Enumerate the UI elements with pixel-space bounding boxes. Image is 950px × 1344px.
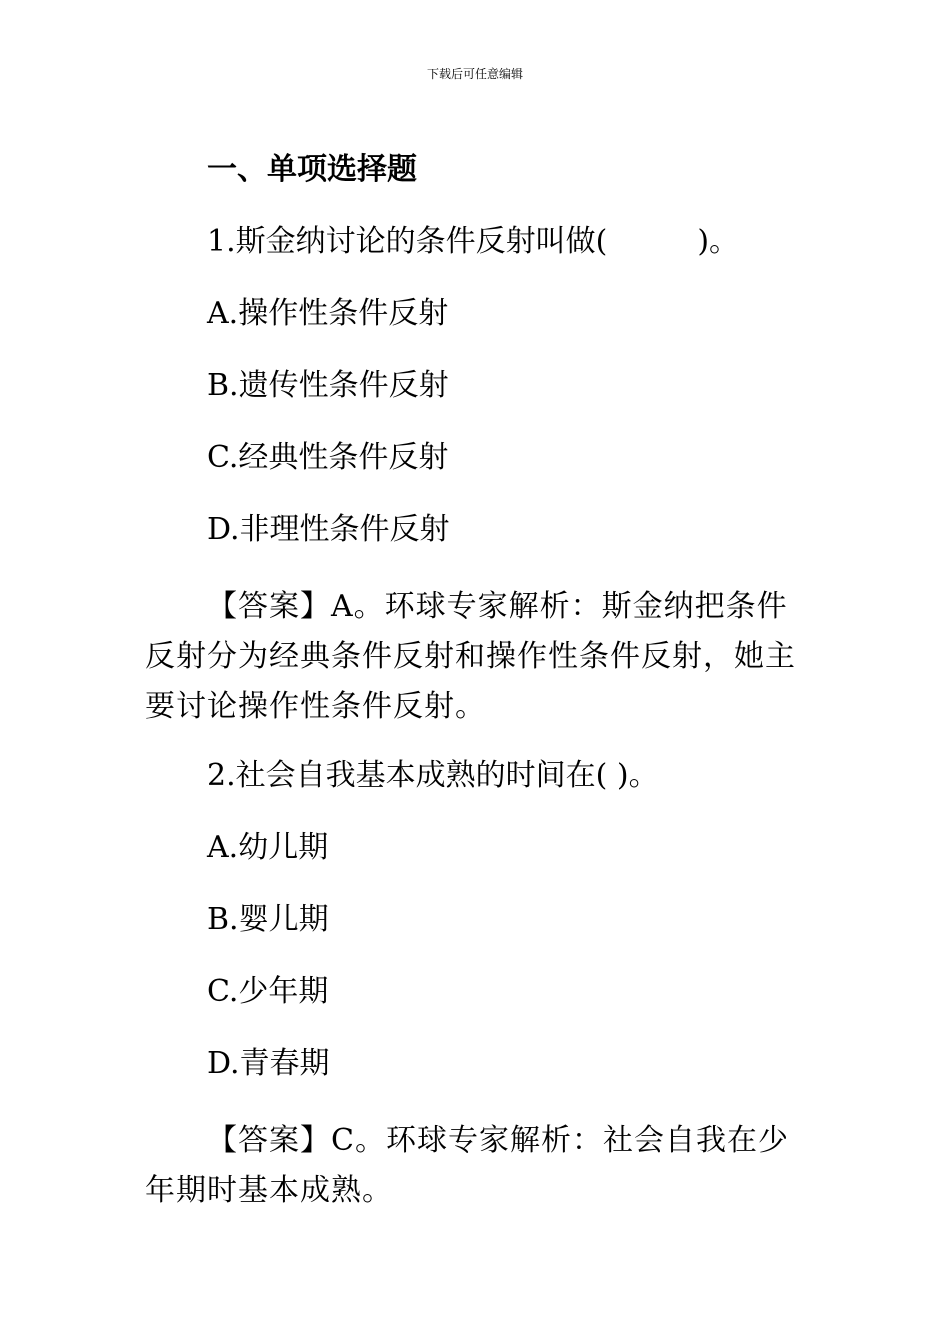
option-d: D.青春期 bbox=[207, 1046, 330, 1081]
option-d: D.非理性条件反射 bbox=[207, 512, 450, 547]
question-stem: 2.社会自我基本成熟的时间在( )。 bbox=[207, 758, 659, 793]
option-c: C.少年期 bbox=[207, 974, 329, 1009]
option-c: C.经典性条件反射 bbox=[207, 440, 449, 475]
option-b: B.婴儿期 bbox=[207, 902, 329, 937]
option-a: A.幼儿期 bbox=[207, 830, 329, 865]
option-b: B.遗传性条件反射 bbox=[207, 368, 449, 403]
question-2 bbox=[145, 756, 805, 1216]
answer-explanation: 【答案】A。环球专家解析：斯金纳把条件反射分为经典条件反射和操作性条件反射，她主要讨论操作性条件反射。 bbox=[145, 589, 796, 724]
option-a: A.操作性条件反射 bbox=[207, 296, 449, 331]
answer-explanation: 【答案】C。环球专家解析：社会自我在少年期时基本成熟。 bbox=[145, 1123, 789, 1208]
section-title: 一、单项选择题 bbox=[207, 152, 417, 187]
page-header: 下载后可任意编辑 bbox=[426, 67, 523, 81]
document-content bbox=[145, 150, 805, 1240]
question-stem: 1.斯金纳讨论的条件反射叫做( )。 bbox=[207, 224, 740, 259]
question-1 bbox=[145, 222, 805, 732]
